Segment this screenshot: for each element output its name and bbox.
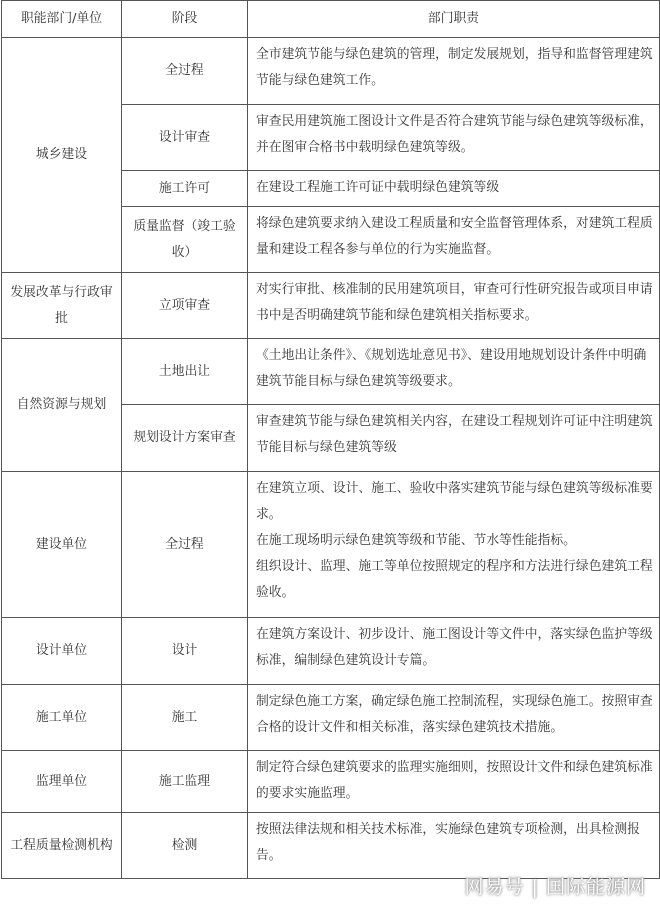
dept-cell: 建设单位 bbox=[2, 472, 122, 618]
dept-cell: 设计单位 bbox=[2, 618, 122, 685]
header-stage: 阶段 bbox=[122, 1, 248, 38]
stage-cell: 施工许可 bbox=[122, 171, 248, 207]
table-row bbox=[2, 751, 660, 813]
duty-line: 组织设计、监理、施工等单位按照规定的程序和方法进行绿色建筑工程验收。 bbox=[256, 559, 653, 600]
table-row bbox=[2, 38, 660, 105]
duty-cell: 审查民用建筑施工图设计文件是否符合建筑节能与绿色建筑等级标准，并在图审合格书中载明绿色建筑等级。 bbox=[248, 105, 660, 171]
stage-cell: 设计 bbox=[122, 618, 248, 685]
stage-cell: 全过程 bbox=[122, 472, 248, 618]
duty-cell: 《土地出让条件》、《规划选址意见书》、建设用地规划设计条件中明确建筑节能目标与绿色建筑等级要求。 bbox=[248, 339, 660, 405]
duty-cell: 对实行审批、核准制的民用建筑项目，审查可行性研究报告或项目申请书中是否明确建筑节能和绿色建筑相关指标要求。 bbox=[248, 273, 660, 339]
dept-cell: 城乡建设 bbox=[2, 38, 122, 273]
header-duty: 部门职责 bbox=[248, 1, 660, 38]
stage-cell: 施工监理 bbox=[122, 751, 248, 813]
stage-cell: 全过程 bbox=[122, 38, 248, 105]
responsibility-table bbox=[1, 0, 660, 879]
stage-cell: 土地出让 bbox=[122, 339, 248, 405]
duty-cell: 审查建筑节能与绿色建筑相关内容，在建设工程规划许可证中注明建筑节能目标与绿色建筑等级 bbox=[248, 405, 660, 472]
table-row bbox=[2, 618, 660, 685]
duty-cell bbox=[248, 472, 660, 618]
duty-cell: 制定绿色施工方案，确定绿色施工控制流程，实现绿色施工。按照审查合格的设计文件和相关标准，落实绿色建筑技术措施。 bbox=[248, 685, 660, 751]
duty-line: 在建筑立项、设计、施工、验收中落实建筑节能与绿色建筑等级标准要求。 bbox=[256, 481, 653, 522]
stage-cell: 设计审查 bbox=[122, 105, 248, 171]
stage-cell: 质量监督（竣工验收） bbox=[122, 207, 248, 273]
table-row bbox=[2, 813, 660, 879]
duty-line: 在施工现场明示绿色建筑等级和节能、节水等性能指标。 bbox=[256, 533, 576, 548]
dept-cell: 工程质量检测机构 bbox=[2, 813, 122, 879]
dept-cell: 监理单位 bbox=[2, 751, 122, 813]
stage-cell: 立项审查 bbox=[122, 273, 248, 339]
table-row bbox=[2, 273, 660, 339]
stage-cell: 施工 bbox=[122, 685, 248, 751]
duty-cell: 在建设工程施工许可证中载明绿色建筑等级 bbox=[248, 171, 660, 207]
duty-cell: 按照法律法规和相关技术标准，实施绿色建筑专项检测，出具检测报告。 bbox=[248, 813, 660, 879]
table-row bbox=[2, 685, 660, 751]
table-row bbox=[2, 472, 660, 618]
dept-cell: 施工单位 bbox=[2, 685, 122, 751]
stage-cell: 规划设计方案审查 bbox=[122, 405, 248, 472]
duty-cell: 制定符合绿色建筑要求的监理实施细则，按照设计文件和绿色建筑标准的要求实施监理。 bbox=[248, 751, 660, 813]
dept-cell: 自然资源与规划 bbox=[2, 339, 122, 472]
duty-cell: 全市建筑节能与绿色建筑的管理，制定发展规划，指导和监督管理建筑节能与绿色建筑工作。 bbox=[248, 38, 660, 105]
stage-cell: 检测 bbox=[122, 813, 248, 879]
duty-cell: 在建筑方案设计、初步设计、施工图设计等文件中，落实绿色监护等级标准，编制绿色建筑设计专篇。 bbox=[248, 618, 660, 685]
table-row bbox=[2, 339, 660, 405]
header-row bbox=[2, 1, 660, 38]
watermark: 网易号 | 国际能源网 bbox=[464, 876, 646, 898]
header-dept: 职能部门/单位 bbox=[2, 1, 122, 38]
duty-cell: 将绿色建筑要求纳入建设工程质量和安全监督管理体系，对建筑工程质量和建设工程各参与单位的行为实施监督。 bbox=[248, 207, 660, 273]
dept-cell: 发展改革与行政审批 bbox=[2, 273, 122, 339]
